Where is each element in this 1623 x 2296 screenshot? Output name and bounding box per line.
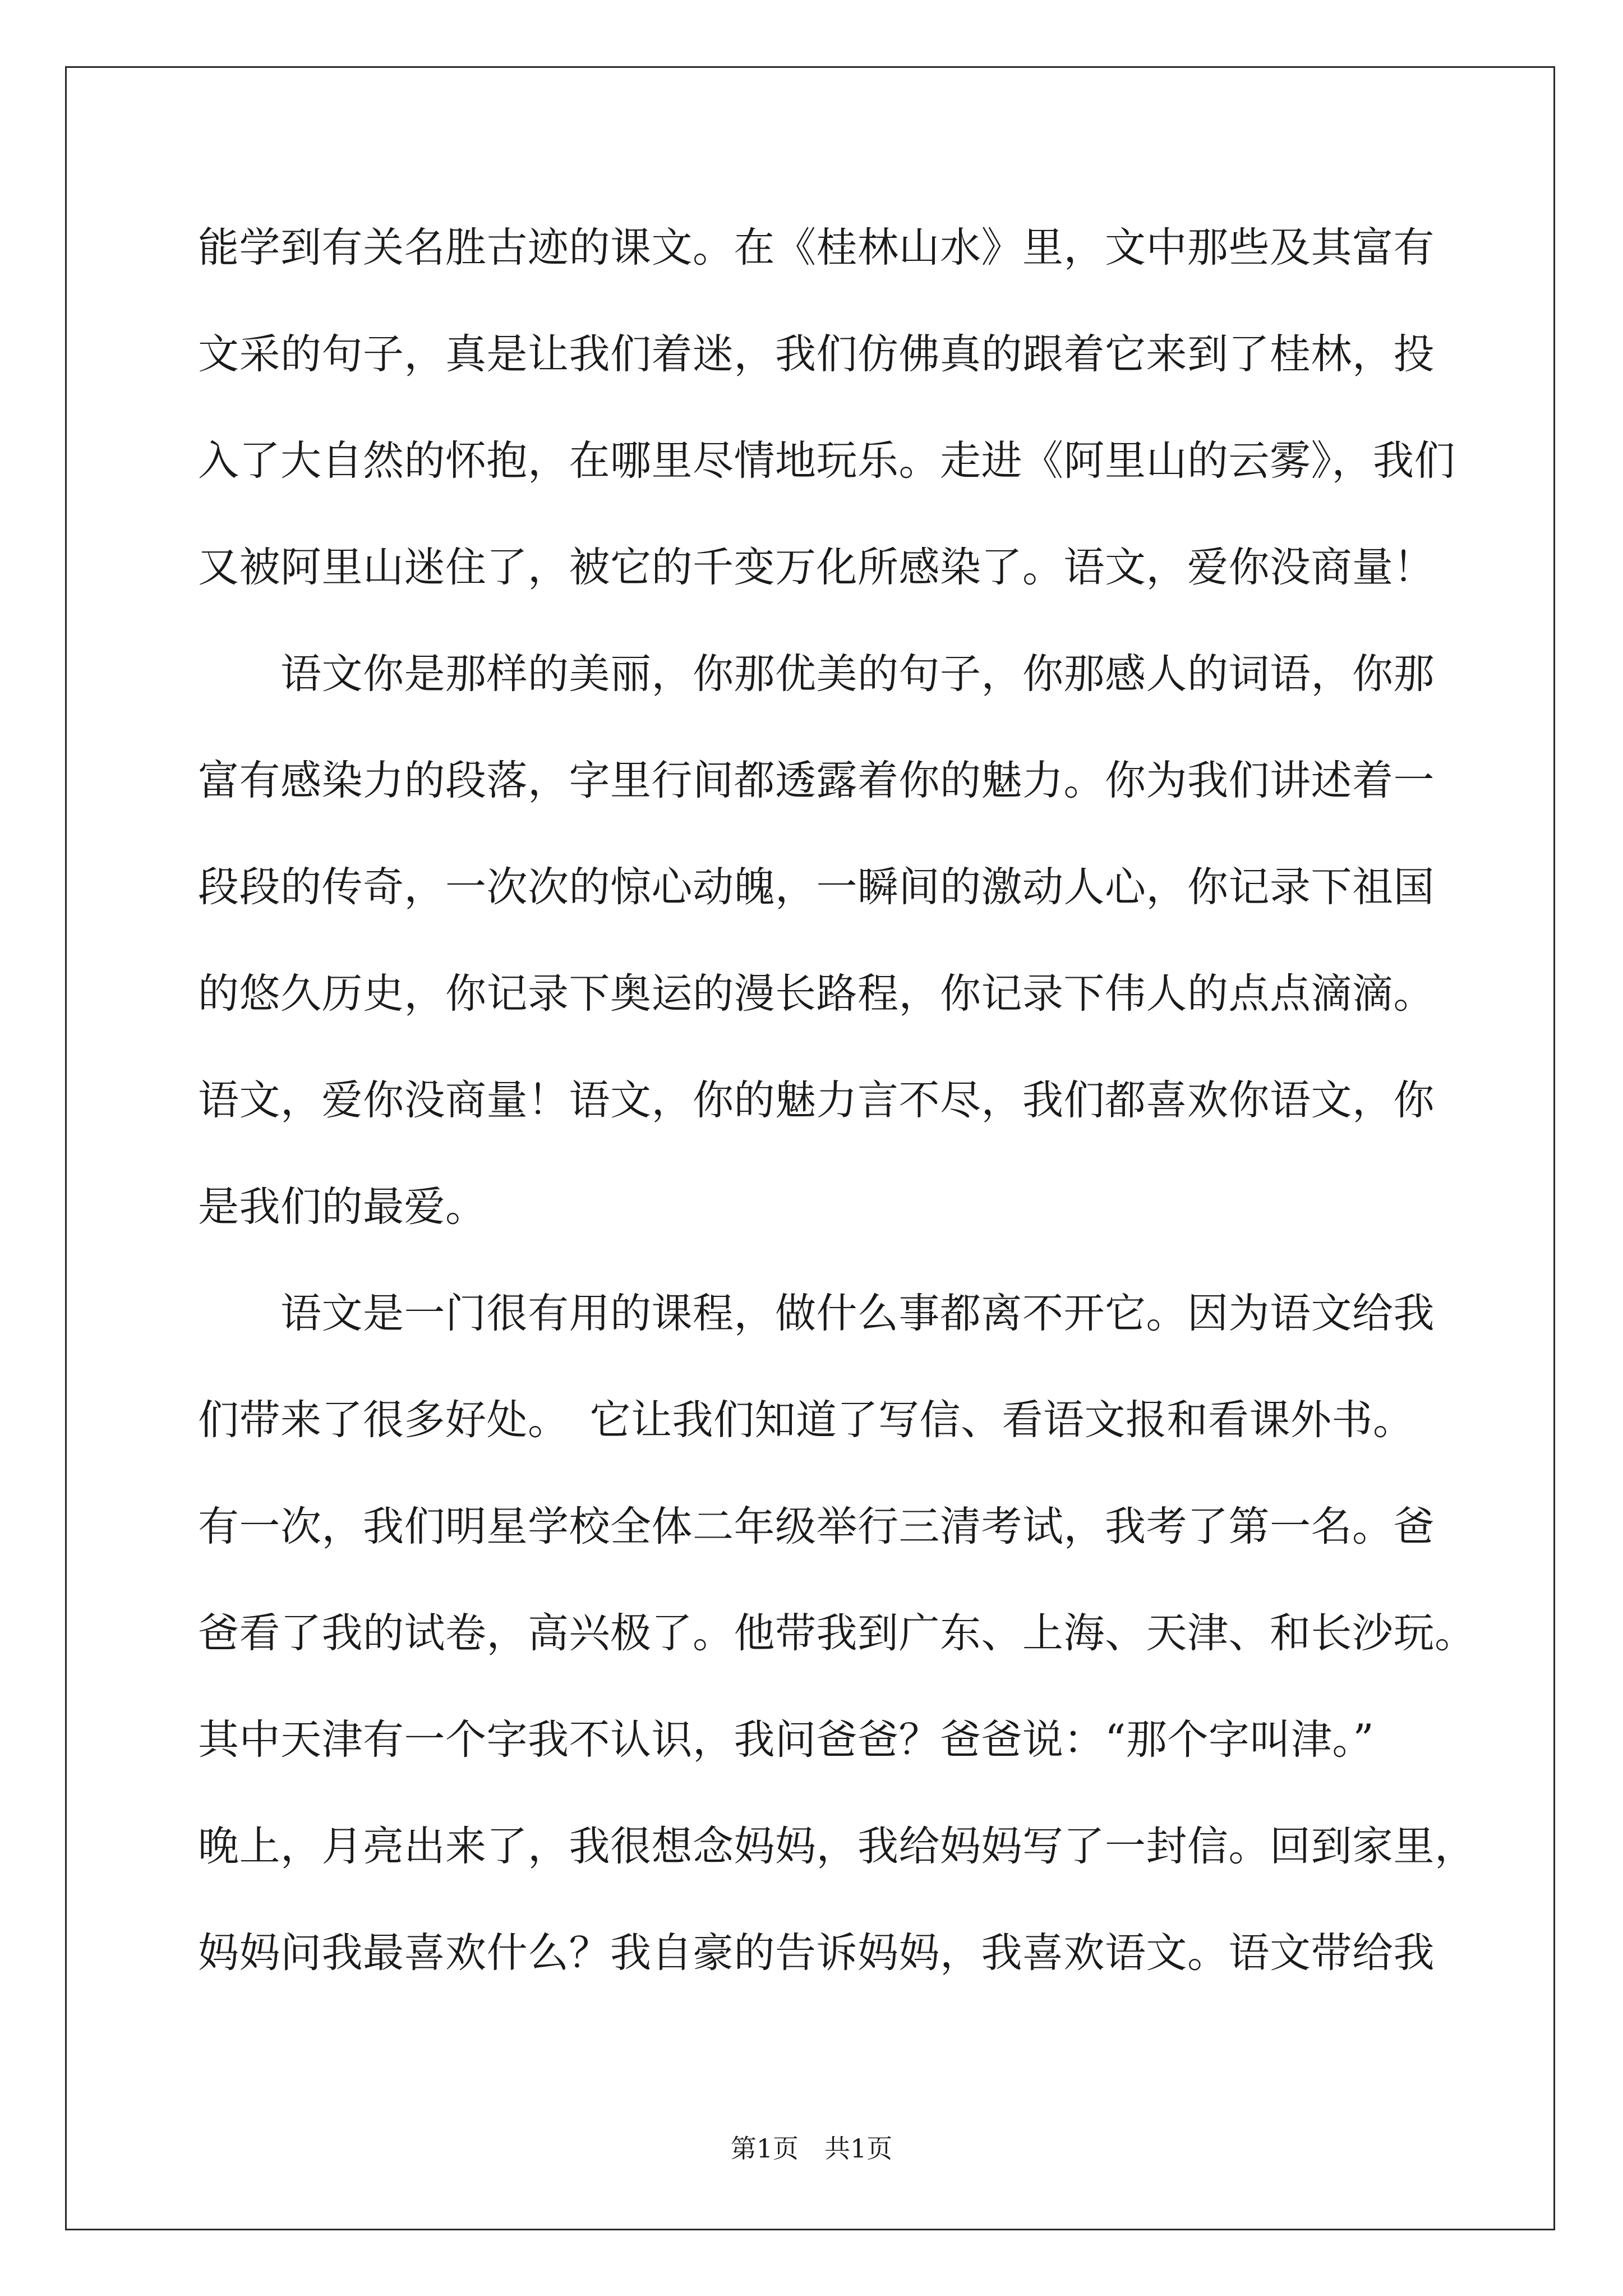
text-line: 其中天津有一个字我不认识，我问爸爸？爸爸说：“那个字叫津。” xyxy=(198,1716,1375,1764)
text-line: 晚上，月亮出来了，我很想念妈妈，我给妈妈写了一封信。回到家里， xyxy=(198,1823,1476,1870)
text-line: 语文，爱你没商量！语文，你的魅力言不尽，我们都喜欢你语文，你 xyxy=(198,1076,1435,1124)
document-body xyxy=(198,223,1476,2035)
page-footer: 第1页 共1页 xyxy=(730,2133,893,2164)
text-line: 段段的传奇，一次次的惊心动魄，一瞬间的激动人心，你记录下祖国 xyxy=(198,863,1435,911)
text-line: 爸看了我的试卷，高兴极了。他带我到广东、上海、天津、和长沙玩。 xyxy=(198,1609,1476,1657)
text-line: 能学到有关名胜古迹的课文。在《桂林山水》里，文中那些及其富有 xyxy=(198,224,1435,272)
text-line: 们带来了很多好处。 它让我们知道了写信、看语文报和看课外书。 xyxy=(198,1396,1414,1444)
text-line: 有一次，我们明星学校全体二年级举行三清考试，我考了第一名。爸 xyxy=(198,1503,1435,1550)
text-line: 语文你是那样的美丽，你那优美的句子，你那感人的词语，你那 xyxy=(198,650,1435,698)
text-line: 妈妈问我最喜欢什么？我自豪的告诉妈妈，我喜欢语文。语文带给我 xyxy=(198,1929,1435,1977)
text-line: 富有感染力的段落，字里行间都透露着你的魅力。你为我们讲述着一 xyxy=(198,757,1435,804)
text-line: 是我们的最爱。 xyxy=(198,1183,487,1231)
text-line: 语文是一门很有用的课程，做什么事都离不开它。因为语文给我 xyxy=(198,1290,1435,1337)
text-line: 的悠久历史，你记录下奥运的漫长路程，你记录下伟人的点点滴滴。 xyxy=(198,970,1435,1018)
text-line: 入了大自然的怀抱，在哪里尽情地玩乐。走进《阿里山的云雾》，我们 xyxy=(198,437,1455,485)
text-line: 文采的句子，真是让我们着迷，我们仿佛真的跟着它来到了桂林，投 xyxy=(198,330,1435,378)
text-line: 又被阿里山迷住了，被它的千变万化所感染了。语文，爱你没商量！ xyxy=(198,544,1435,591)
